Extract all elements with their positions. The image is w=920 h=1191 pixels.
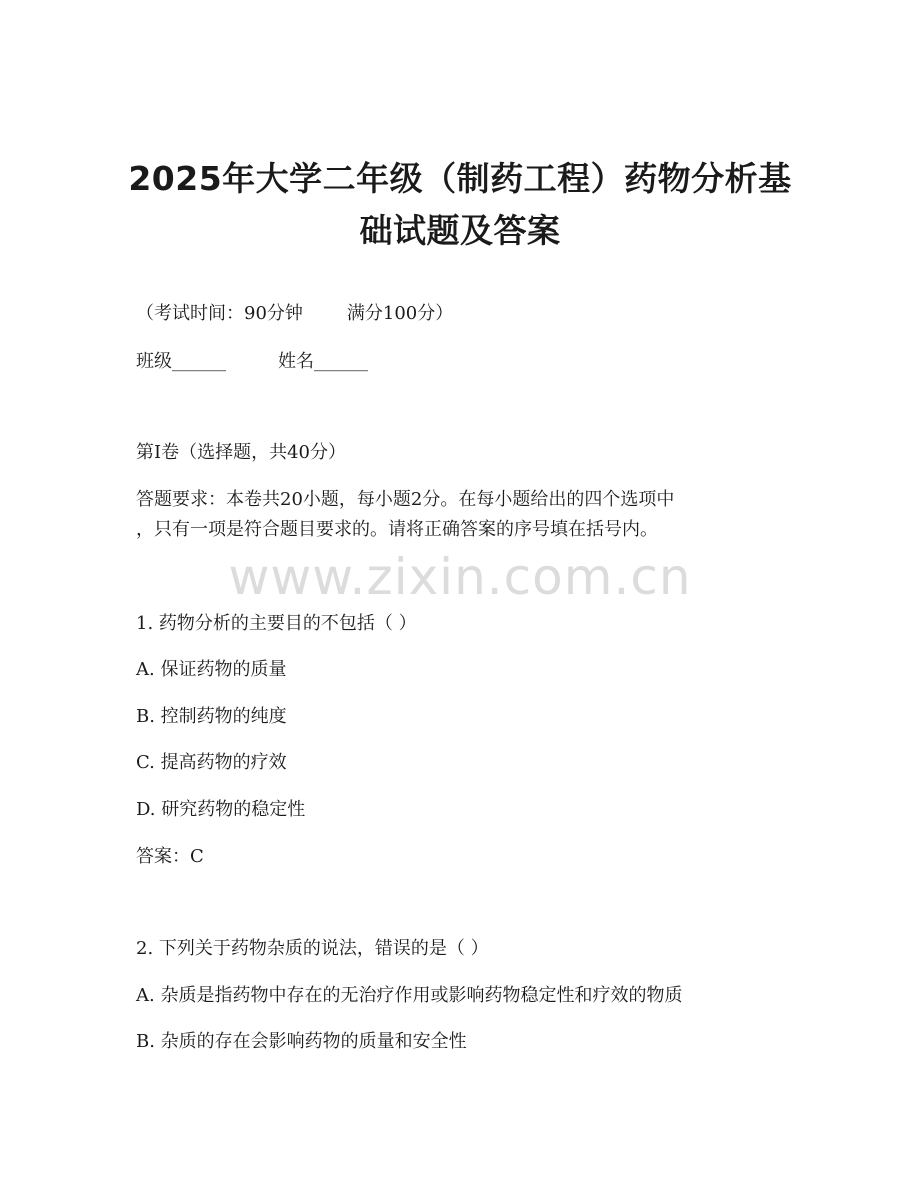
question-2-option-a: A. 杂质是指药物中存在的无治疗作用或影响药物稳定性和疗效的物质: [136, 985, 683, 1006]
title-line-1: 2025年大学二年级（制药工程）药物分析基: [128, 159, 792, 198]
watermark: www.zixin.com.cn: [228, 548, 692, 606]
question-1-option-b: B. 控制药物的纯度: [136, 706, 287, 727]
class-field: 班级______: [136, 351, 226, 372]
question-1-option-a: A. 保证药物的质量: [136, 659, 287, 680]
section-heading: 第I卷（选择题，共40分）: [136, 442, 347, 463]
question-1-option-d: D. 研究药物的稳定性: [136, 799, 306, 820]
instructions-line-2: ，只有一项是符合题目要求的。请将正确答案的序号填在括号内。: [136, 519, 658, 540]
title-line-2: 础试题及答案: [359, 211, 561, 250]
question-1-answer: 答案：C: [136, 846, 204, 867]
question-1-option-c: C. 提高药物的疗效: [136, 752, 287, 773]
exam-time: （考试时间：90分钟: [136, 303, 303, 324]
question-2-stem: 2. 下列关于药物杂质的说法，错误的是（ ）: [136, 938, 489, 959]
question-2-option-b: B. 杂质的存在会影响药物的质量和安全性: [136, 1031, 467, 1052]
exam-score: 满分100分）: [346, 303, 454, 324]
question-1-stem: 1. 药物分析的主要目的不包括（ ）: [136, 613, 417, 634]
exam-info: [136, 302, 453, 326]
document-title: [110, 153, 810, 257]
student-info: [136, 350, 368, 374]
name-field: 姓名______: [278, 351, 368, 372]
instructions-line-1: 答题要求：本卷共20小题，每小题2分。在每小题给出的四个选项中: [136, 489, 675, 510]
